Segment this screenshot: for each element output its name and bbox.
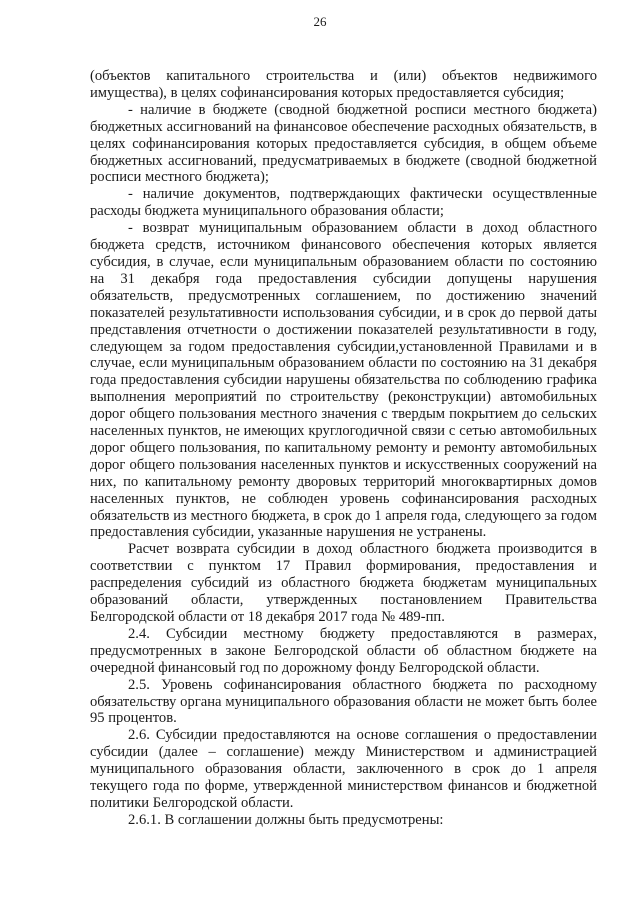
paragraph-subsidy-return: - возврат муниципальным образованием области в доход областного бюджета средств, источником финансового обеспечения которых является субсидия, в случае, если муниципальным образованием области по состоянию на 31 декабря года предоставления субсидии допущены нарушения обязательств, предусмотренных соглашением, по достижению значений показателей результативности использования субсидии, и в срок до первой даты представления отчетности о достижении показателей результативности в году, следующем за годом предоставления субсидии,установленной Правилами и в случае, если муниципальным образованием области по состоянию на 31 декабря года предоставления субсидии нарушены обязательства по соблюдению графика выполнения мероприятий по строительству (реконструкции) автомобильных дорог общего пользования местного значения с твердым покрытием до сельских населенных пунктов, не имеющих круглогодичной связи с сетью автомобильных дорог общего пользования, по капитальному ремонту и ремонту автомобильных дорог общего пользования населенных пунктов и искусственных сооружений на них, по капитальному ремонту дворовых территорий многоквартирных домов населенных пунктов, не соблюден уровень софинансирования расходных обязательств из местного бюджета, в срок до 1 апреля года, следующего за годом предоставления субсидии, указанные нарушения не устранены. — [90, 220, 597, 541]
paragraph-documents: - наличие документов, подтверждающих фактически осуществленные расходы бюджета муниципального образования области; — [90, 186, 597, 220]
paragraph-return-calculation: Расчет возврата субсидии в доход областного бюджета производится в соответствии с пунктом 17 Правил формирования, предоставления и распределения субсидий из областного бюджета бюджетам муниципальных образований области, утвержденных постановлением Правительства Белгородской области от 18 декабря 2017 года № 489-пп. — [90, 541, 597, 625]
paragraph-2-6-1: 2.6.1. В соглашении должны быть предусмотрены: — [128, 811, 444, 828]
paragraph-budget-allocation: - наличие в бюджете (сводной бюджетной росписи местного бюджета) бюджетных ассигнований на финансовое обеспечение расходных обязательств, в целях софинансирования которых предоставляется субсидия, в общем объеме бюджетных ассигнований, предусматриваемых в бюджете (сводной бюджетной росписи местного бюджета); — [90, 101, 597, 186]
paragraph-continuation: (объектов капитального строительства и (или) объектов недвижимого имущества), в целях софинансирования которых предоставляется субсидия; — [90, 68, 597, 101]
document-body — [90, 68, 597, 829]
paragraph-2-4: 2.4. Субсидии местному бюджету предоставляются в размерах, предусмотренных в законе Белгородской области об областном бюджете на очередной финансовый год по дорожному фонду Белгородской области. — [90, 625, 597, 676]
paragraph-2-5: 2.5. Уровень софинансирования областного бюджета по расходному обязательству органа муниципального образования области не может быть более 95 процентов. — [90, 676, 597, 727]
page-number: 26 — [313, 14, 327, 29]
paragraph-2-6: 2.6. Субсидии предоставляются на основе соглашения о предоставлении субсидии (далее – соглашение) между Министерством и администрацией муниципального образования области, заключенного в срок до 1 апреля текущего года по форме, утвержденной министерством финансов и бюджетной политики Белгородской области. — [90, 727, 597, 811]
